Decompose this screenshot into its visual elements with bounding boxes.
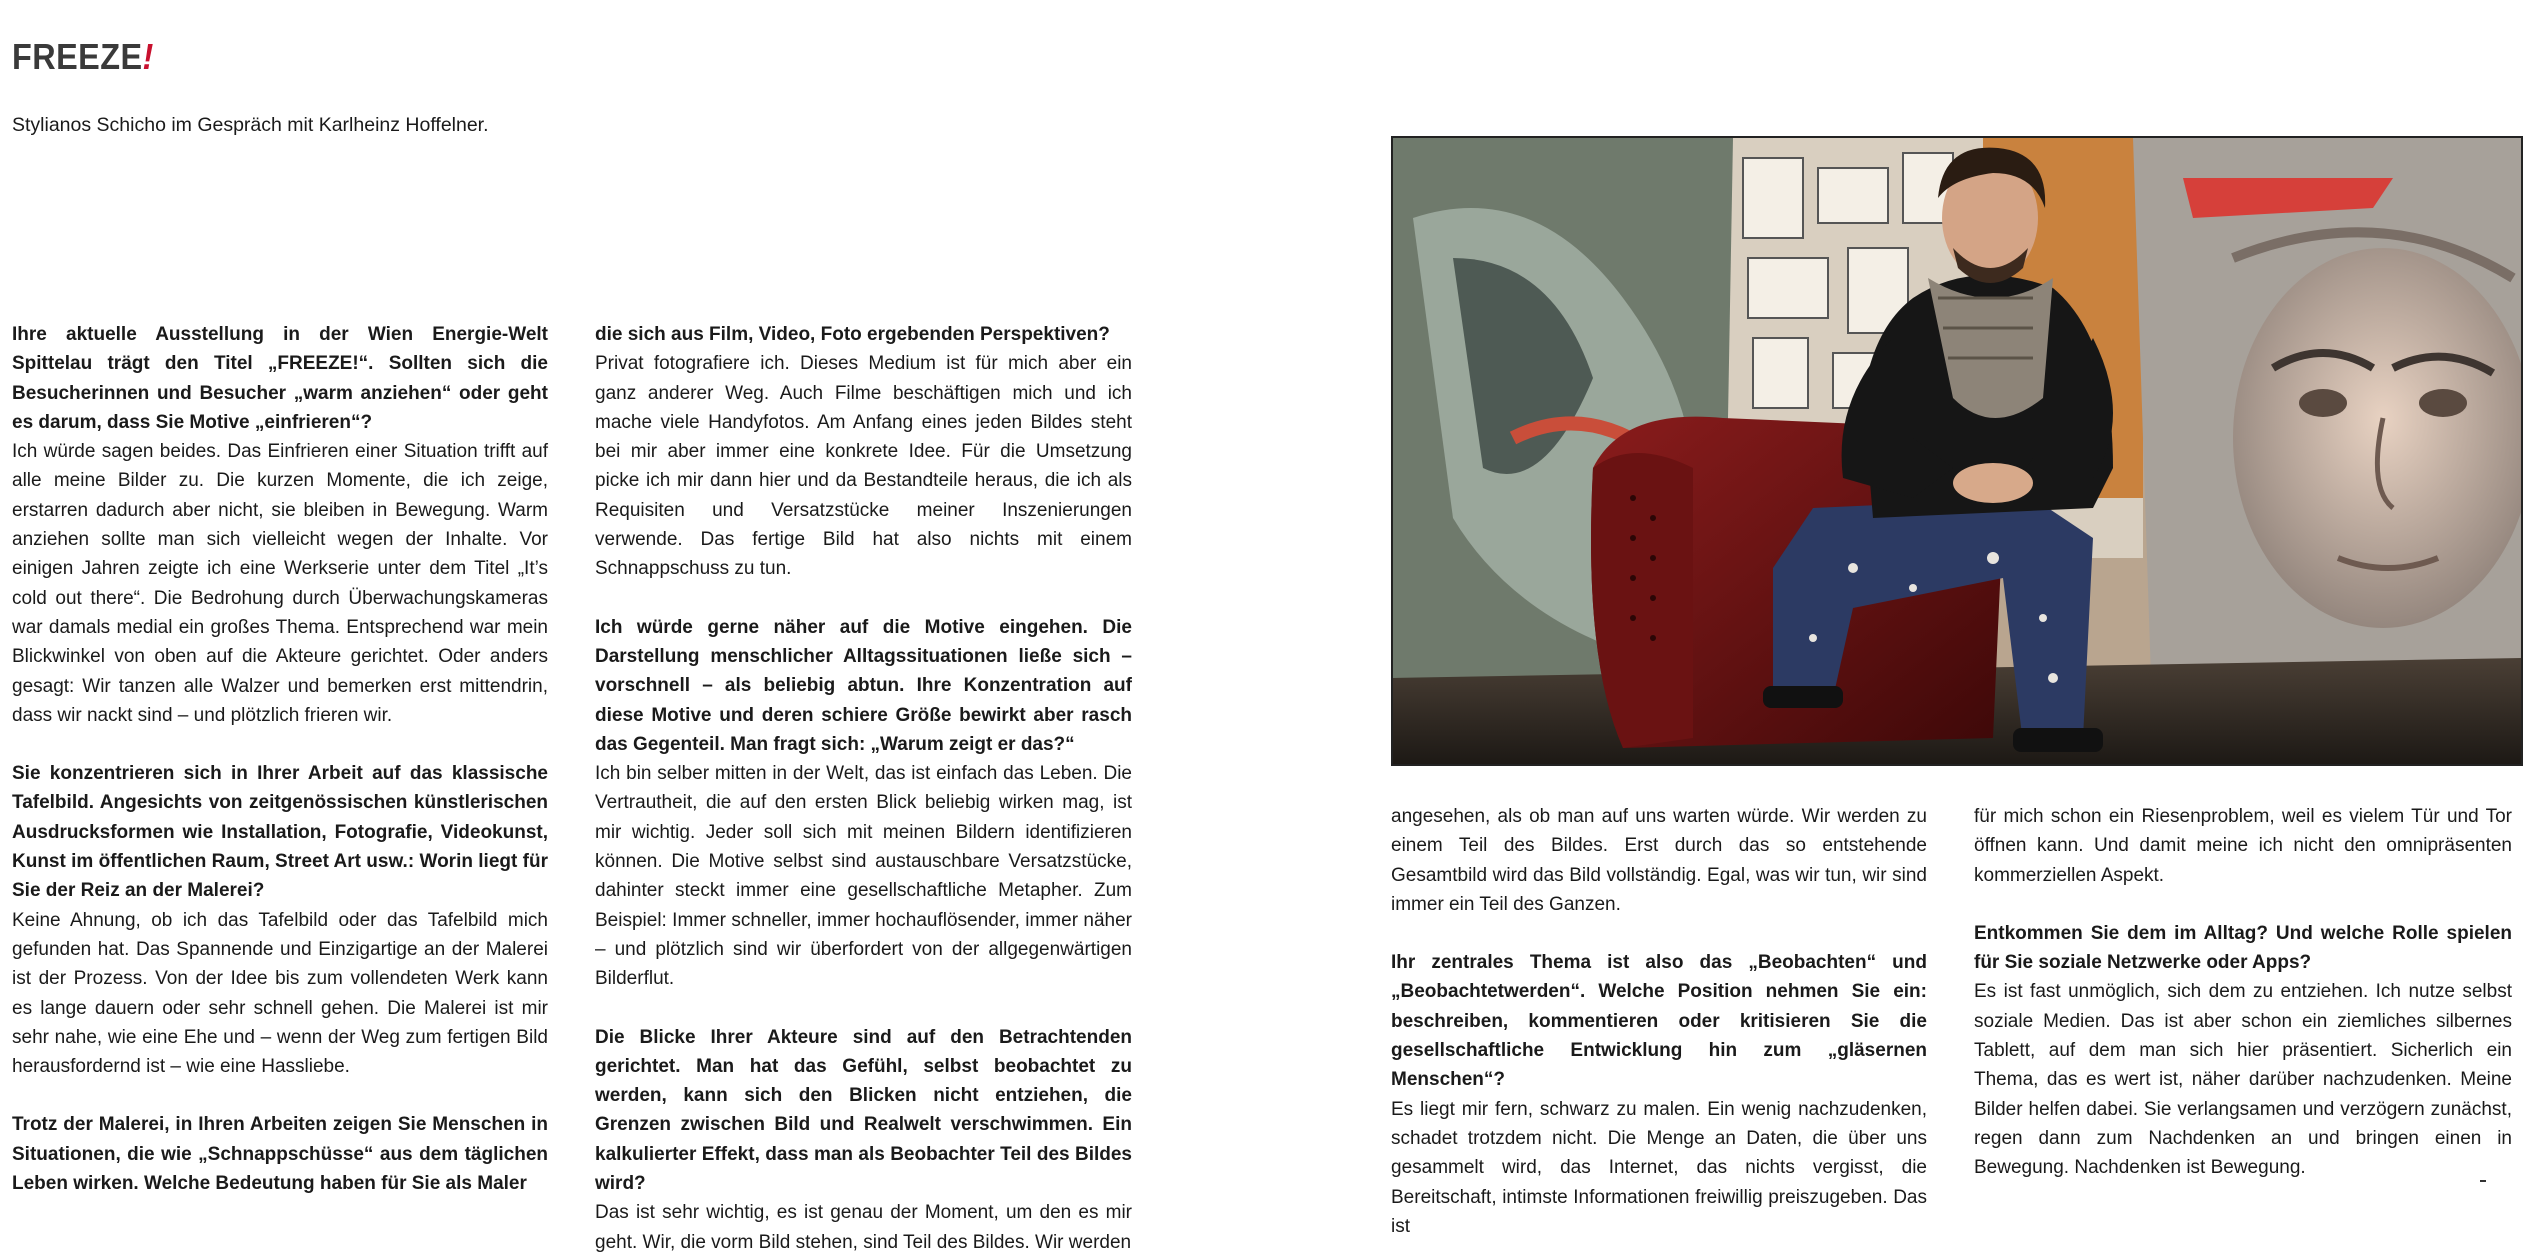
qa-block — [1974, 919, 2512, 1183]
article-title — [12, 36, 154, 78]
text-column-4 — [1974, 802, 2512, 1183]
question: Sie konzentrieren sich in Ihrer Arbeit auf das klassische Tafelbild. Angesichts von zeitgenössischen künstlerischen Ausdrucksformen wie Installation, Fotografie, Videokunst, Kunst im öffentlichen Raum, Street Art usw.: Worin liegt für Sie der Reiz an der Malerei? — [12, 763, 548, 902]
question: Trotz der Malerei, in Ihren Arbeiten zeigen Sie Menschen in Situationen, die wie „Schnappschüsse“ aus dem täglichen Leben wirken. Welche Bedeutung haben für Sie als Maler — [12, 1114, 548, 1195]
qa-block — [12, 320, 548, 730]
text-column-3 — [1391, 802, 1927, 1241]
answer: Das ist sehr wichtig, es ist genau der Moment, um den es mir geht. Wir, die vorm Bild stehen, sind Teil des Bildes. Wir werden — [595, 1202, 1132, 1253]
qa-block — [12, 759, 548, 1081]
qa-block — [1974, 802, 2512, 890]
title-text: FREEZE — [12, 36, 143, 77]
qa-block — [595, 320, 1132, 584]
qa-block — [1391, 948, 1927, 1241]
text-column-2 — [595, 320, 1132, 1257]
question: Ihr zentrales Thema ist also das „Beobachten“ und „Beobachtetwerden“. Welche Position nehmen Sie ein: beschreiben, kommentieren oder kritisieren Sie die gesellschaftliche Entwicklung hin zum „gläsernen Menschen“? — [1391, 952, 1927, 1091]
qa-block — [1391, 802, 1927, 919]
answer: Ich bin selber mitten in der Welt, das ist einfach das Leben. Die Vertrautheit, die auf den ersten Blick beliebig wirken mag, ist mir wichtig. Jeder soll sich mit meinen Bildern identifizieren können. Die Motive selbst sind austauschbare Versatzstücke, dahinter steckt immer eine gesellschaftliche Metapher. Zum Beispiel: Immer schneller, immer hochauflösender, immer näher – und plötzlich sind wir überfordert von der allgegenwärtigen Bilderflut. — [595, 763, 1132, 990]
question: die sich aus Film, Video, Foto ergebenden Perspektiven? — [595, 324, 1110, 345]
photo-illustration — [1393, 138, 2521, 764]
continuation-mark — [2480, 1180, 2486, 1182]
answer: für mich schon ein Riesenproblem, weil es vielem Tür und Tor öffnen kann. Und damit meine ich nicht den omnipräsenten kommerziellen Aspekt. — [1974, 806, 2512, 886]
qa-block — [595, 613, 1132, 994]
question: Ich würde gerne näher auf die Motive eingehen. Die Darstellung menschlicher Alltagssituationen ließe sich – vorschnell – als beliebig abtun. Ihre Konzentration auf diese Motive und deren schiere Größe bewirkt aber rasch das Gegenteil. Man fragt sich: „Warum zeigt er das?“ — [595, 616, 1132, 755]
text-column-1 — [12, 320, 548, 1198]
answer: Privat fotografiere ich. Dieses Medium ist für mich aber ein ganz anderer Weg. Auch Filme beschäftigen mich und ich mache viele Handyfotos. Am Anfang eines jeden Bildes steht bei mir aber immer eine konkrete Idee. Für die Umsetzung picke ich mir dann hier und da Bestandteile heraus, die ich als Requisiten und Versatzstücke meiner Inszenierungen verwende. Das fertige Bild hat also nichts mit einem Schnappschuss zu tun. — [595, 353, 1132, 580]
artist-portrait-photo — [1391, 136, 2523, 766]
answer: Ich würde sagen beides. Das Einfrieren einer Situation trifft auf alle meine Bilder zu. Die kurzen Momente, die ich zeige, erstarren dadurch aber nicht, sie bleiben in Bewegung. Warm anziehen sollte man sich vielleicht wegen der Inhalte. Vor einigen Jahren zeigte ich eine Werkserie unter dem Titel „It’s cold out there“. Die Bedrohung durch Überwachungskameras war damals medial ein großes Thema. Entsprechend war mein Blickwinkel von oben auf die Akteure gerichtet. Oder anders gesagt: Wir tanzen alle Walzer und bemerken erst mittendrin, dass wir nackt sind – und plötzlich frieren wir. — [12, 441, 548, 726]
qa-block — [595, 1023, 1132, 1257]
question: Die Blicke Ihrer Akteure sind auf den Betrachtenden gerichtet. Man hat das Gefühl, selbst beobachtet zu werden, kann sich den Blicken nicht entziehen, die Grenzen zwischen Bild und Realwelt verschwimmen. Ein kalkulierter Effekt, dass man als Beobachter Teil des Bildes wird? — [595, 1026, 1132, 1195]
article-subtitle: Stylianos Schicho im Gespräch mit Karlheinz Hoffelner. — [12, 114, 489, 136]
answer: Es ist fast unmöglich, sich dem zu entziehen. Ich nutze selbst soziale Medien. Das ist aber schon ein ziemliches silbernes Tablett, auf dem man sich hier präsentiert. Sicherlich ein Thema, das es wert ist, näher darüber nachzudenken. Meine Bilder helfen dabei. Sie verlangsamen und verzögern zunächst, regen dann zum Nachdenken an und bringen einen in Bewegung. Nachdenken ist Bewegung. — [1974, 981, 2512, 1179]
question: Ihre aktuelle Ausstellung in der Wien Energie-Welt Spittelau trägt den Titel „FREEZE!“. Sollten sich die Besucherinnen und Besucher „warm anziehen“ oder geht es darum, dass Sie Motive „einfrieren“? — [12, 324, 548, 433]
title-exclamation: ! — [142, 36, 154, 77]
answer: angesehen, als ob man auf uns warten würde. Wir werden zu einem Teil des Bildes. Erst durch das so entstehende Gesamtbild wird das Bild vollständig. Egal, was wir tun, wir sind immer ein Teil des Ganzen. — [1391, 806, 1927, 915]
answer: Keine Ahnung, ob ich das Tafelbild oder das Tafelbild mich gefunden hat. Das Spannende und Einzigartige an der Malerei ist der Prozess. Von der Idee bis zum vollendeten Werk kann es lange dauern oder sehr schnell gehen. Die Malerei ist mir sehr nahe, wie eine Ehe und – wenn der Weg zum fertigen Bild herausfordernd ist – wie eine Hassliebe. — [12, 909, 548, 1078]
answer: Es liegt mir fern, schwarz zu malen. Ein wenig nachzudenken, schadet trotzdem nicht. Die Menge an Daten, die über uns gesammelt wird, das Internet, das nichts vergisst, die Bereitschaft, intimste Informationen freiwillig preiszugeben. Das ist — [1391, 1098, 1927, 1237]
question: Entkommen Sie dem im Alltag? Und welche Rolle spielen für Sie soziale Netzwerke oder Apps? — [1974, 922, 2512, 974]
qa-block — [12, 1110, 548, 1198]
